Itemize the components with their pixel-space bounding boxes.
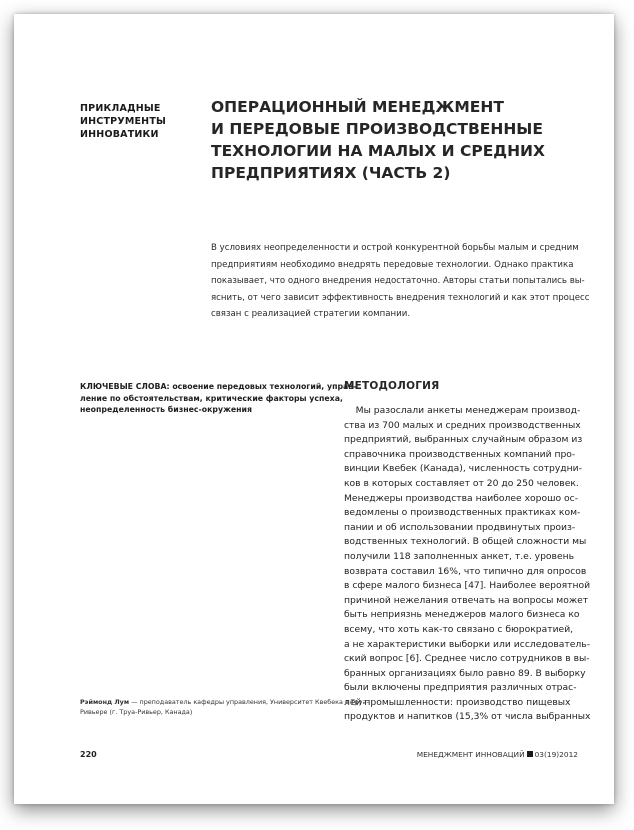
body-line: лей промышленности: производство пищевых bbox=[344, 696, 571, 708]
title-line: ОПЕРАЦИОННЫЙ МЕНЕДЖМЕНТ bbox=[211, 98, 504, 116]
author-name: Рэймонд Лум bbox=[80, 698, 130, 706]
title-line: И ПЕРЕДОВЫЕ ПРОИЗВОДСТВЕННЫЕ bbox=[211, 120, 543, 138]
abstract-line: показывает, что одного внедрения недостаточно. Авторы статьи попытались вы- bbox=[211, 276, 585, 287]
body-line: пании и об использовании продвинутых произ- bbox=[344, 521, 576, 533]
abstract-line: В условиях неопределенности и острой конкурентной борьбы малым и средним bbox=[211, 243, 579, 253]
body-line: Мы разослали анкеты менеджерам производ- bbox=[344, 405, 581, 416]
body-line: возврата составил 16%, что типично для опросов bbox=[344, 565, 587, 577]
keywords bbox=[80, 381, 357, 416]
journal-issue: 03(19)2012 bbox=[534, 750, 578, 759]
body-line: всему, что хоть как-то связано с бюрократией, bbox=[344, 623, 574, 635]
keywords-line: неопределенность бизнес-окружения bbox=[80, 405, 252, 414]
journal-page bbox=[14, 14, 614, 804]
author-affiliation: — преподаватель кафедры управления, Университет Квебека в Труа- bbox=[129, 698, 369, 706]
keywords-line: КЛЮЧЕВЫЕ СЛОВА: освоение передовых технологий, управ- bbox=[80, 382, 357, 391]
body-text bbox=[344, 404, 604, 725]
body-line: водственных технологий. В общей сложности мы bbox=[344, 536, 587, 548]
section-heading: МЕТОДОЛОГИЯ bbox=[344, 380, 440, 392]
journal-footer bbox=[417, 750, 578, 759]
body-line: ков в которых составляет от 20 до 250 человек. bbox=[344, 477, 579, 489]
square-icon bbox=[527, 751, 533, 757]
rubric-line: ИНСТРУМЕНТЫ bbox=[80, 116, 167, 127]
body-line: предприятий, выбранных случайным образом из bbox=[344, 434, 583, 446]
body-line: справочника производственных компаний про- bbox=[344, 448, 576, 460]
body-line: были включены предприятия различных отрас- bbox=[344, 682, 577, 694]
page-number: 220 bbox=[80, 750, 97, 759]
body-line: ства из 700 малых и средних производственных bbox=[344, 419, 581, 431]
body-line: получили 118 заполненных анкет, т.е. уровень bbox=[344, 550, 575, 562]
body-line: в сфере малого бизнеса [47]. Наиболее вероятной bbox=[344, 580, 591, 592]
body-line: винции Квебек (Канада), численность сотрудни- bbox=[344, 463, 582, 475]
rubric-line: ИННОВАТИКИ bbox=[80, 129, 159, 140]
abstract-line: яснить, от чего зависит эффективность внедрения технологий и как этот процесс bbox=[211, 292, 590, 303]
body-line: ский вопрос [6]. Среднее число сотрудников в вы- bbox=[344, 653, 590, 665]
body-line: продуктов и напитков (15,3% от числа выбранных bbox=[344, 711, 591, 723]
body-line: Менеджеры производства наиболее хорошо ос- bbox=[344, 492, 579, 504]
author-note bbox=[80, 697, 369, 717]
abstract bbox=[211, 240, 596, 323]
body-line: причиной нежелания отвечать на вопросы может bbox=[344, 594, 589, 606]
journal-name: МЕНЕДЖМЕНТ ИННОВАЦИЙ bbox=[416, 750, 525, 759]
body-line: ведомлены о производственных практиках ком- bbox=[344, 507, 581, 519]
body-line: быть неприязнь менеджеров малого бизнеса ко bbox=[344, 609, 580, 621]
body-line: бранных организациях было равно 89. В выборку bbox=[344, 667, 586, 679]
title-line: ПРЕДПРИЯТИЯХ (ЧАСТЬ 2) bbox=[211, 164, 451, 182]
abstract-line: связан с реализацией стратегии компании. bbox=[211, 309, 411, 320]
abstract-line: предприятиям необходимо внедрять передовые технологии. Однако практика bbox=[211, 259, 574, 270]
author-line bbox=[80, 697, 369, 707]
rubric-line: ПРИКЛАДНЫЕ bbox=[80, 103, 161, 114]
title-line: ТЕХНОЛОГИИ НА МАЛЫХ И СРЕДНИХ bbox=[211, 142, 545, 160]
author-line: Ривьере (г. Труа-Ривьер, Канада) bbox=[80, 708, 193, 716]
body-line: а не характеристики выборки или исследователь- bbox=[344, 638, 591, 650]
article-title bbox=[211, 96, 551, 184]
rubric bbox=[80, 102, 190, 141]
keywords-line: ление по обстоятельствам, критические факторы успеха, bbox=[80, 393, 343, 403]
